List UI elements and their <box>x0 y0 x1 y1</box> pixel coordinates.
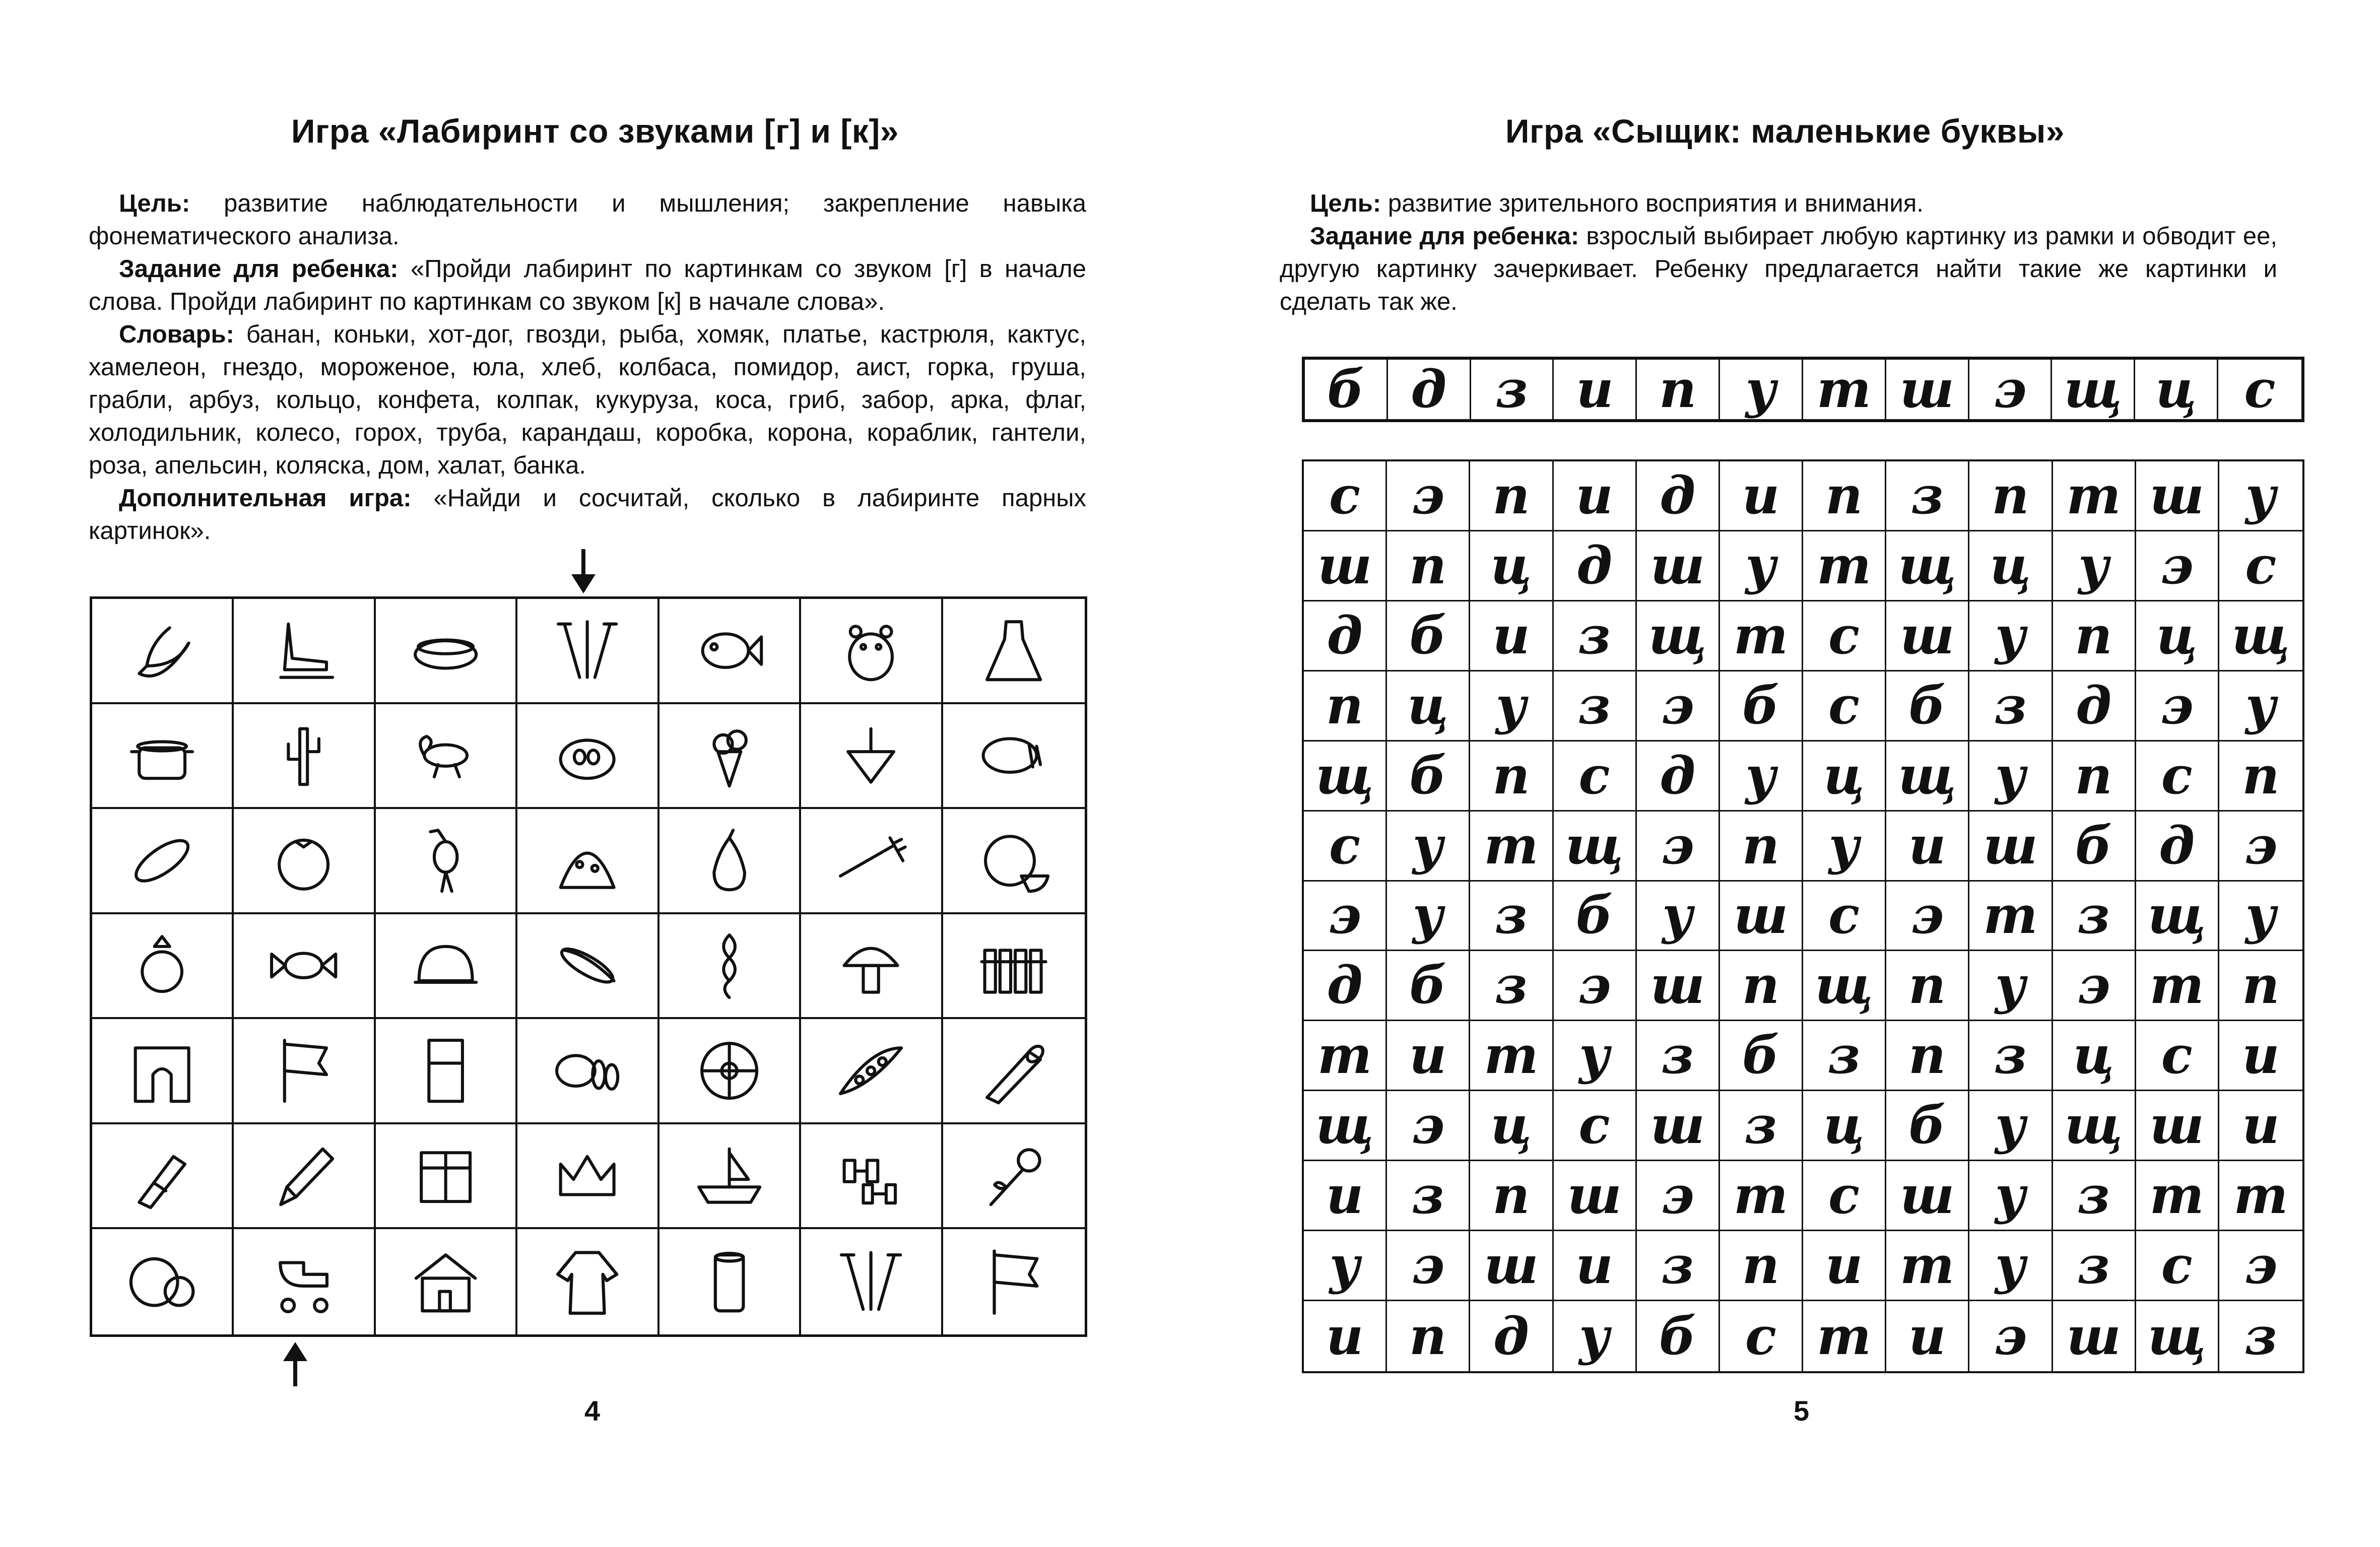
letter-cell: и <box>1304 1161 1387 1231</box>
letter-cell: ш <box>1720 882 1803 952</box>
maze-cell <box>517 1019 659 1124</box>
right-page-title: Игра «Сыщик: маленькие буквы» <box>1505 112 2065 150</box>
maze-cell <box>943 1124 1085 1230</box>
letter-cell: б <box>1720 671 1803 742</box>
letter-cell: з <box>1969 1021 2053 1091</box>
letter-cell: ш <box>1637 1091 1720 1161</box>
goal-text: развитие наблюдательности и мышления; закрепление навыка фонематического анализа. <box>89 190 1086 250</box>
maze-cell <box>943 704 1085 810</box>
sample-letter-cell: ц <box>2135 360 2218 419</box>
watermelon-icon <box>961 823 1066 899</box>
maze-cell <box>376 809 517 914</box>
pencil-icon <box>252 1137 355 1214</box>
letter-cell: з <box>1387 1161 1470 1231</box>
fridge-icon <box>394 1033 497 1109</box>
letter-cell: э <box>2219 812 2302 882</box>
robe-icon <box>536 1243 639 1321</box>
flag-icon <box>961 1243 1066 1321</box>
maze-cell <box>92 1019 234 1124</box>
letter-cell: д <box>1304 951 1387 1021</box>
letter-cell: п <box>1387 531 1470 601</box>
left-description <box>89 187 1086 548</box>
letter-cell: б <box>1387 601 1470 671</box>
letter-cell: ш <box>1554 1161 1637 1231</box>
maze-cell <box>801 914 943 1020</box>
goal-label-right: Цель: <box>1310 190 1381 217</box>
letter-cell: п <box>1803 461 1886 531</box>
banana-icon <box>110 613 214 689</box>
letter-cell: у <box>1554 1021 1637 1091</box>
letter-cell: т <box>1304 1021 1387 1091</box>
letter-cell: у <box>1720 742 1803 812</box>
wheel-icon <box>678 1033 781 1109</box>
letter-cell: п <box>1470 742 1553 812</box>
sample-letter-cell: п <box>1637 360 1720 419</box>
letter-cell: п <box>1470 1161 1553 1231</box>
letter-cell: у <box>1387 812 1470 882</box>
letter-cell: з <box>1720 1091 1803 1161</box>
letter-cell: ц <box>1387 671 1470 742</box>
orange-icon <box>110 1243 214 1321</box>
letter-cell: з <box>2053 1161 2136 1231</box>
arch-icon <box>110 1033 214 1109</box>
sausage-icon <box>110 823 214 899</box>
letter-cell: п <box>2053 601 2136 671</box>
letter-cell: щ <box>1304 742 1387 812</box>
maze-cell <box>517 914 659 1020</box>
crown-icon <box>536 1137 639 1214</box>
task-text-right: взрослый выбирает любую картинку из рамки и обводит ее, другую картинку зачеркивает. Ребенку предлагается найти такие же картинки и сделать так же. <box>1280 223 2277 315</box>
letter-cell: э <box>2053 951 2136 1021</box>
letter-cell: ш <box>2136 1091 2219 1161</box>
letter-cell: щ <box>1803 951 1886 1021</box>
letter-cell: и <box>1554 1231 1637 1301</box>
letter-cell: ш <box>2053 1301 2136 1371</box>
task-paragraph <box>89 253 1086 318</box>
maze-cell <box>234 704 375 810</box>
ship-icon <box>678 1137 781 1214</box>
maze-cell <box>234 914 375 1020</box>
letter-cell: у <box>1387 882 1470 952</box>
letter-cell: з <box>2244 1306 2277 1367</box>
letter-cell: с <box>1554 742 1637 812</box>
hot-dog-icon <box>394 613 497 689</box>
nest-icon <box>536 717 639 793</box>
maze-cell <box>92 914 234 1020</box>
maze-cell <box>376 599 517 704</box>
letter-cell: у <box>2053 531 2136 601</box>
letter-cell: ц <box>2136 601 2219 671</box>
letter-cell: т <box>1470 1021 1553 1091</box>
maze-cell <box>92 1229 234 1334</box>
right-description <box>1280 187 2277 318</box>
nails-icon <box>536 613 639 689</box>
letter-cell: с <box>2136 1231 2219 1301</box>
letter-cell: б <box>1387 951 1470 1021</box>
letter-cell: с <box>2219 531 2302 601</box>
sample-letter-cell: т <box>1803 360 1886 419</box>
sample-letter-cell: д <box>1388 360 1471 419</box>
telescope-icon <box>110 1137 214 1214</box>
pear-icon <box>678 823 781 899</box>
letter-cell: ш <box>1886 1161 1969 1231</box>
letter-cell: с <box>1803 1161 1886 1231</box>
letter-cell: ц <box>1803 1091 1886 1161</box>
sample-letter-cell: у <box>1720 360 1803 419</box>
letter-cell: э <box>2136 531 2219 601</box>
maze-cell <box>659 1229 801 1334</box>
letter-cell: т <box>2053 461 2136 531</box>
extra-text: «Найди и сосчитай, сколько в лабиринте парных картинок». <box>89 485 1086 545</box>
letter-cell: ц <box>1803 742 1886 812</box>
letter-cell: э <box>1387 1231 1470 1301</box>
letter-cell: б <box>1554 882 1637 952</box>
maze-cell <box>92 809 234 914</box>
letter-cell: с <box>2136 742 2219 812</box>
maze-cell <box>801 599 943 704</box>
stork-icon <box>394 823 497 899</box>
cactus-icon <box>252 717 355 793</box>
letter-cell: з <box>1886 461 1969 531</box>
letter-cell: з <box>1470 882 1553 952</box>
letter-cell: с <box>1803 882 1886 952</box>
letter-cell: п <box>1886 951 1969 1021</box>
maze-cell <box>517 599 659 704</box>
letter-cell: у <box>1969 601 2053 671</box>
letter-cell: э <box>1387 1091 1470 1161</box>
sample-letter-cell: б <box>1305 360 1388 419</box>
letter-cell: с <box>1803 601 1886 671</box>
letter-cell: з <box>1969 671 2053 742</box>
pot-icon <box>110 717 214 793</box>
goal-paragraph <box>89 187 1086 253</box>
dumbbells-icon <box>819 1137 922 1214</box>
maze-cell <box>92 704 234 810</box>
letter-cell: д <box>1637 742 1720 812</box>
maze-entry-arrow-icon <box>568 549 599 594</box>
letter-cell: у <box>1304 1231 1387 1301</box>
letter-cell: б <box>1886 1091 1969 1161</box>
maze-cell <box>517 704 659 810</box>
rake-icon <box>819 823 922 899</box>
letter-cell: э <box>2219 1231 2302 1301</box>
maze-cell <box>943 599 1085 704</box>
maze-cell <box>943 1019 1085 1124</box>
letter-cell: п <box>2219 742 2302 812</box>
spinning-top-icon <box>819 717 922 793</box>
letter-cell: и <box>1304 1301 1387 1371</box>
letter-cell: з <box>1470 951 1553 1021</box>
maze-cell <box>517 809 659 914</box>
letter-cell: д <box>1637 461 1720 531</box>
letter-cell: з <box>1637 1231 1720 1301</box>
letter-cell: с <box>1720 1301 1803 1371</box>
page-number-right: 5 <box>1794 1395 1810 1427</box>
letter-cell: ш <box>1886 601 1969 671</box>
corn-icon <box>536 927 639 1003</box>
letter-cell: з <box>1803 1021 1886 1091</box>
letter-cell: с <box>2136 1021 2219 1091</box>
letter-cell: у <box>1554 1301 1637 1371</box>
letter-cell: т <box>2136 1161 2219 1231</box>
letter-cell: д <box>1470 1301 1553 1371</box>
letter-cell: т <box>1886 1231 1969 1301</box>
sample-letters-row <box>1302 357 2304 422</box>
letter-cell: т <box>2219 1161 2302 1231</box>
maze-cell <box>943 1229 1085 1334</box>
letter-cell: и <box>1886 1301 1969 1371</box>
letter-cell: у <box>1969 1231 2053 1301</box>
letter-cell: и <box>1387 1021 1470 1091</box>
goal-label: Цель: <box>119 190 190 217</box>
letter-cell: э <box>1637 812 1720 882</box>
letter-cell: ш <box>1304 531 1387 601</box>
maze-cell <box>234 1124 375 1230</box>
letter-cell: э <box>1637 1161 1720 1231</box>
maze-cell <box>376 1019 517 1124</box>
letter-cell: з <box>1554 601 1637 671</box>
page-number-left: 4 <box>584 1395 601 1427</box>
letter-cell: у <box>1969 1091 2053 1161</box>
ring-icon <box>110 927 214 1003</box>
letter-cell: д <box>2136 812 2219 882</box>
maze-cell <box>659 1019 801 1124</box>
sample-letter-cell: з <box>1471 360 1554 419</box>
fish-icon <box>678 613 781 689</box>
stroller-icon <box>252 1243 355 1321</box>
maze-exit-arrow-icon <box>280 1341 310 1386</box>
hamster-icon <box>819 613 922 689</box>
letter-cell: з <box>1554 671 1637 742</box>
letter-cell: б <box>1886 671 1969 742</box>
maze-cell <box>801 1019 943 1124</box>
letter-cell: п <box>1470 461 1553 531</box>
letter-cell: ш <box>1470 1231 1553 1301</box>
letter-cell: п <box>1387 1301 1470 1371</box>
letter-cell: э <box>1886 882 1969 952</box>
letter-cell: д <box>1304 601 1387 671</box>
maze-cell <box>376 1124 517 1230</box>
letter-cell: у <box>1969 742 2053 812</box>
letter-cell: щ <box>2053 1091 2136 1161</box>
mushroom-icon <box>819 927 922 1003</box>
letter-cell: б <box>1387 742 1470 812</box>
letter-cell: б <box>2053 812 2136 882</box>
maze-cell <box>234 599 375 704</box>
goal-paragraph-right <box>1280 187 2277 220</box>
maze-cell <box>234 1019 375 1124</box>
letter-cell: ц <box>1470 1091 1553 1161</box>
slide-icon <box>536 823 639 899</box>
letter-cell: э <box>1387 461 1470 531</box>
letter-cell: ц <box>1470 531 1553 601</box>
goal-text-right: развитие зрительного восприятия и внимания. <box>1381 190 1924 217</box>
letter-cell: т <box>1720 601 1803 671</box>
letter-cell: б <box>1720 1021 1803 1091</box>
letter-cell: у <box>1803 812 1886 882</box>
letter-search-grid <box>1302 459 2304 1373</box>
letter-cell: и <box>2219 1021 2302 1091</box>
letter-cell: э <box>1554 951 1637 1021</box>
letter-cell: и <box>1470 601 1553 671</box>
vocab-paragraph <box>89 318 1086 482</box>
sample-letter-cell: и <box>1554 360 1637 419</box>
maze-cell <box>376 914 517 1020</box>
task-paragraph-right <box>1280 220 2277 318</box>
maze-cell <box>659 809 801 914</box>
letter-cell: з <box>2053 1231 2136 1301</box>
sample-letter-cell: ш <box>1886 360 1969 419</box>
maze-cell <box>659 1124 801 1230</box>
sample-letter-cell: щ <box>2052 360 2135 419</box>
fence-icon <box>961 927 1066 1003</box>
letter-cell: ц <box>1969 531 2053 601</box>
flag-icon <box>252 1033 355 1109</box>
maze-cell <box>234 1229 375 1334</box>
extra-paragraph <box>89 482 1086 548</box>
task-label: Задание для ребенка: <box>119 255 399 283</box>
letter-cell: и <box>1554 461 1637 531</box>
letter-cell: ш <box>1969 812 2053 882</box>
maze-cell <box>801 1229 943 1334</box>
box-icon <box>394 1137 497 1214</box>
maze-cell <box>943 914 1085 1020</box>
letter-cell: п <box>1720 951 1803 1021</box>
sample-letter-cell: с <box>2244 360 2276 419</box>
vocab-text: банан, коньки, хот-дог, гвозди, рыба, хомяк, платье, кастрюля, кактус, хамелеон, гнездо, мороженое, юла, хлеб, колбаса, помидор, аист, горка, груша, грабли, арбуз, кольцо, конфета, колпак, кукуруза, коса, гриб, забор, арка, флаг, холодильник, колесо, горох, труба, карандаш, коробка, корона, кораблик, гантели, роза, апельсин, коляска, дом, халат, банка. <box>89 321 1086 479</box>
letter-cell: щ <box>1304 1091 1387 1161</box>
candy-icon <box>252 927 355 1003</box>
letter-cell: щ <box>1637 601 1720 671</box>
vocab-label: Словарь: <box>119 321 234 348</box>
maze-cell <box>376 1229 517 1334</box>
letter-cell: п <box>1304 671 1387 742</box>
letter-cell: у <box>2219 461 2302 531</box>
letter-cell: у <box>1969 951 2053 1021</box>
nails-icon <box>819 1243 922 1321</box>
letter-cell: у <box>2219 671 2302 742</box>
letter-cell: и <box>1886 812 1969 882</box>
sample-letter-cell: э <box>1969 360 2053 419</box>
letter-cell: д <box>1554 531 1637 601</box>
letter-cell: ш <box>1637 531 1720 601</box>
letter-cell: з <box>1637 1021 1720 1091</box>
chameleon-icon <box>394 717 497 793</box>
letter-cell: с <box>1304 812 1387 882</box>
letter-cell: у <box>2219 882 2302 952</box>
letter-cell: э <box>1637 671 1720 742</box>
letter-cell: щ <box>2136 882 2219 952</box>
letter-cell: щ <box>1886 531 1969 601</box>
letter-cell: п <box>2219 951 2302 1021</box>
maze-cell <box>517 1124 659 1230</box>
maze-cell <box>659 704 801 810</box>
letter-cell: э <box>2136 671 2219 742</box>
extra-label: Дополнительная игра: <box>119 485 412 512</box>
letter-cell: э <box>1969 1301 2053 1371</box>
braid-icon <box>678 927 781 1003</box>
maze-cell <box>801 1124 943 1230</box>
letter-cell: щ <box>2219 601 2302 671</box>
letter-cell: и <box>1720 461 1803 531</box>
letter-cell: э <box>1304 882 1387 952</box>
letter-cell: ш <box>2136 461 2219 531</box>
letter-cell: т <box>1803 1301 1886 1371</box>
bread-icon <box>961 717 1066 793</box>
maze-cell <box>517 1229 659 1334</box>
letter-cell: п <box>2053 742 2136 812</box>
letter-cell: и <box>1803 1231 1886 1301</box>
letter-cell: п <box>1886 1021 1969 1091</box>
house-icon <box>394 1243 497 1321</box>
dress-icon <box>961 613 1066 689</box>
letter-cell: щ <box>2136 1301 2219 1371</box>
letter-cell: д <box>2053 671 2136 742</box>
maze-cell <box>92 1124 234 1230</box>
trumpet-icon <box>961 1033 1066 1109</box>
maze-cell <box>659 599 801 704</box>
letter-cell: щ <box>1554 812 1637 882</box>
letter-cell: у <box>1470 671 1553 742</box>
tomato-icon <box>252 823 355 899</box>
letter-cell: у <box>1720 531 1803 601</box>
letter-cell: т <box>1969 882 2053 952</box>
letter-cell: с <box>1304 461 1387 531</box>
ice-skates-icon <box>252 613 355 689</box>
rose-icon <box>961 1137 1066 1214</box>
maze-cell <box>234 809 375 914</box>
maze-grid <box>90 596 1087 1337</box>
maze-cell <box>943 809 1085 914</box>
sliced-bread-icon <box>536 1033 639 1109</box>
letter-cell: т <box>2136 951 2219 1021</box>
letter-cell: б <box>1637 1301 1720 1371</box>
letter-cell: щ <box>1886 742 1969 812</box>
peas-icon <box>819 1033 922 1109</box>
letter-cell: у <box>1969 1161 2053 1231</box>
maze-cell <box>376 704 517 810</box>
letter-cell: п <box>1720 1231 1803 1301</box>
letter-cell: ц <box>2053 1021 2136 1091</box>
task-label-right: Задание для ребенка: <box>1310 223 1579 250</box>
can-icon <box>678 1243 781 1321</box>
letter-cell: ш <box>1637 951 1720 1021</box>
letter-cell: с <box>1554 1091 1637 1161</box>
maze-cell <box>659 914 801 1020</box>
maze-cell <box>92 599 234 704</box>
task-text: «Пройди лабиринт по картинкам со звуком [г] в начале слова. Пройди лабиринт по картинкам со звуком [к] в начале слова». <box>89 255 1086 315</box>
letter-cell: т <box>1803 531 1886 601</box>
letter-cell: п <box>1720 812 1803 882</box>
cap-icon <box>394 927 497 1003</box>
letter-cell: и <box>2219 1091 2302 1161</box>
letter-cell: у <box>1637 882 1720 952</box>
letter-cell: т <box>1470 812 1553 882</box>
letter-cell: з <box>2053 882 2136 952</box>
maze-cell <box>801 704 943 810</box>
left-page-title: Игра «Лабиринт со звуками [г] и [к]» <box>291 112 899 150</box>
letter-cell: п <box>1969 461 2053 531</box>
maze-cell <box>801 809 943 914</box>
letter-cell: с <box>1803 671 1886 742</box>
ice-cream-icon <box>678 717 781 793</box>
letter-cell: т <box>1720 1161 1803 1231</box>
